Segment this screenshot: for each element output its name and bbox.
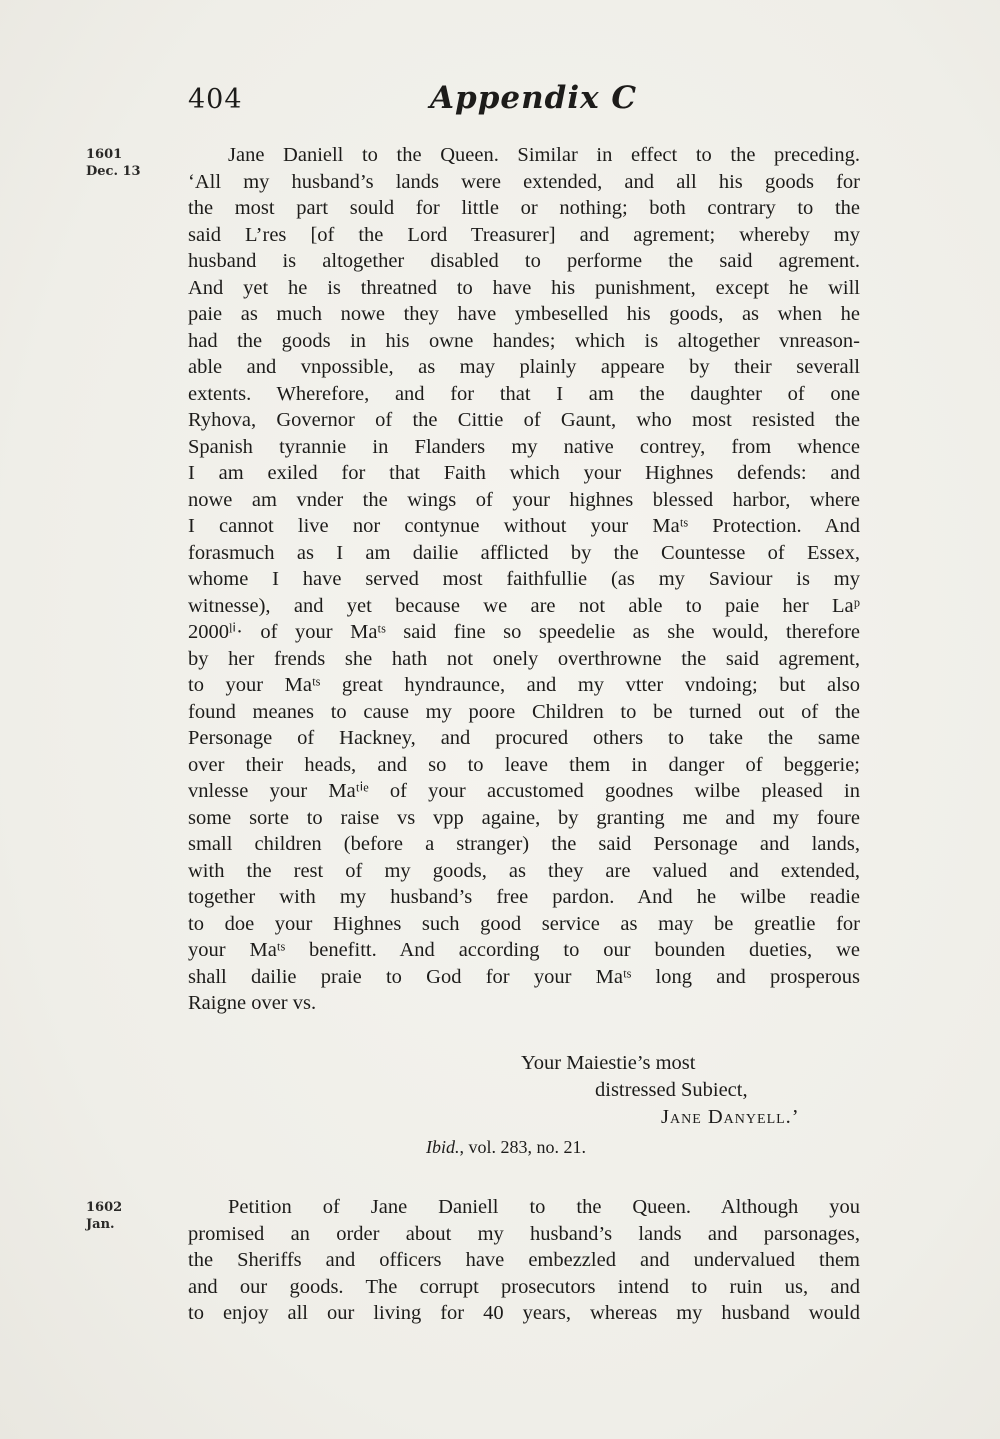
source-reference: , vol. 283, no. 21.	[459, 1137, 587, 1157]
text-line: to enjoy all our living for 40 years, whereas my husband would	[188, 1302, 860, 1324]
text-line: I am exiled for that Faith which your Highnes defends: and	[188, 462, 860, 484]
text-line: nowe am vnder the wings of your highnes blessed harbor, where	[188, 488, 860, 511]
text-line: whome I have served most faithfullie (as my Saviour is my	[188, 568, 860, 590]
page-header	[188, 78, 860, 128]
text-line: Ryhova, Governor of the Cittie of Gaunt, who most resisted the	[188, 409, 860, 431]
text-line: Petition of Jane Daniell to the Queen. Although you	[228, 1196, 860, 1218]
text-line: forasmuch as I am dailie afflicted by the Countesse of Essex,	[188, 541, 860, 564]
text-line: with the rest of my goods, as they are valued and extended,	[188, 859, 860, 882]
text-line: said L’res [of the Lord Treasurer] and agrement; whereby my	[188, 223, 860, 246]
text-line: Personage of Hackney, and procured others to take the same	[188, 727, 860, 749]
margin-date-1602	[86, 1199, 122, 1233]
text-line: Jane Daniell to the Queen. Similar in effect to the preceding.	[228, 144, 860, 166]
closing-line-2: distressed Subiect,	[595, 1079, 748, 1101]
text-line: 2000ˡⁱ· of your Maᵗˢ said fine so speedelie as she would, therefore	[188, 621, 860, 643]
text-line: found meanes to cause my poore Children to be turned out of the	[188, 700, 860, 723]
text-line: had the goods in his owne handes; which is altogether vnreason-	[188, 329, 860, 352]
running-head: Appendix C	[430, 80, 638, 116]
text-line: small children (before a stranger) the said Personage and lands,	[188, 833, 860, 855]
text-line: your Maᵗˢ benefitt. And according to our bounden dueties, we	[188, 939, 860, 961]
text-line: together with my husband’s free pardon. And he wilbe readie	[188, 886, 860, 908]
text-line: and our goods. The corrupt prosecutors intend to ruin us, and	[188, 1275, 860, 1298]
date-year: 1601	[86, 147, 123, 162]
text-line: to doe your Highnes such good service as may be greatlie for	[188, 912, 860, 935]
text-line: able and vnpossible, as may plainly appeare by their severall	[188, 356, 860, 378]
entry-petition-1602	[188, 1194, 860, 1327]
text-line: I cannot live nor contynue without your Maᵗˢ Protection. And	[188, 515, 860, 537]
text-line: Raigne over vs.	[188, 992, 317, 1014]
source-ibid: Ibid.	[426, 1137, 460, 1157]
date-year: 1602	[86, 1200, 123, 1215]
text-line: And yet he is threatned to have his punishment, except he will	[188, 276, 860, 299]
text-line: the Sheriffs and officers have embezzled and undervalued them	[188, 1249, 860, 1271]
source-citation	[426, 1137, 586, 1158]
text-line: some sorte to raise vs vpp againe, by granting me and my foure	[188, 806, 860, 829]
text-line: paie as much nowe they have ymbeselled his goods, as when he	[188, 303, 860, 325]
page-number: 404	[188, 84, 243, 115]
text-line: ‘All my husband’s lands were extended, and all his goods for	[188, 170, 860, 193]
date-day: Dec. 13	[86, 164, 141, 179]
text-line: shall dailie praie to God for your Maᵗˢ long and prosperous	[188, 965, 860, 988]
closing-line-1: Your Maiestie’s most	[521, 1052, 696, 1074]
text-line: vnlesse your Maᵗⁱᵉ of your accustomed goodnes wilbe pleased in	[188, 780, 860, 802]
text-line: by her frends she hath not onely overthrowne the said agrement,	[188, 647, 860, 670]
text-line: witnesse), and yet because we are not able to paie her Laᵖ	[188, 594, 860, 617]
text-line: the most part sould for little or nothing; both contrary to the	[188, 197, 860, 219]
text-line: over their heads, and so to leave them in danger of beggerie;	[188, 753, 860, 776]
margin-date-1601	[86, 146, 141, 180]
entry-jane-daniell-1601	[188, 142, 860, 1017]
date-day: Jan.	[86, 1217, 115, 1232]
text-line: to your Maᵗˢ great hyndraunce, and my vtter vndoing; but also	[188, 674, 860, 696]
text-line: extents. Wherefore, and for that I am the daughter of one	[188, 382, 860, 405]
text-line: promised an order about my husband’s lands and parsonages,	[188, 1222, 860, 1245]
signature-name: Jane Danyell.’	[661, 1106, 800, 1128]
text-line: husband is altogether disabled to performe the said agrement.	[188, 250, 860, 272]
text-line: Spanish tyrannie in Flanders my native contrey, from whence	[188, 435, 860, 458]
